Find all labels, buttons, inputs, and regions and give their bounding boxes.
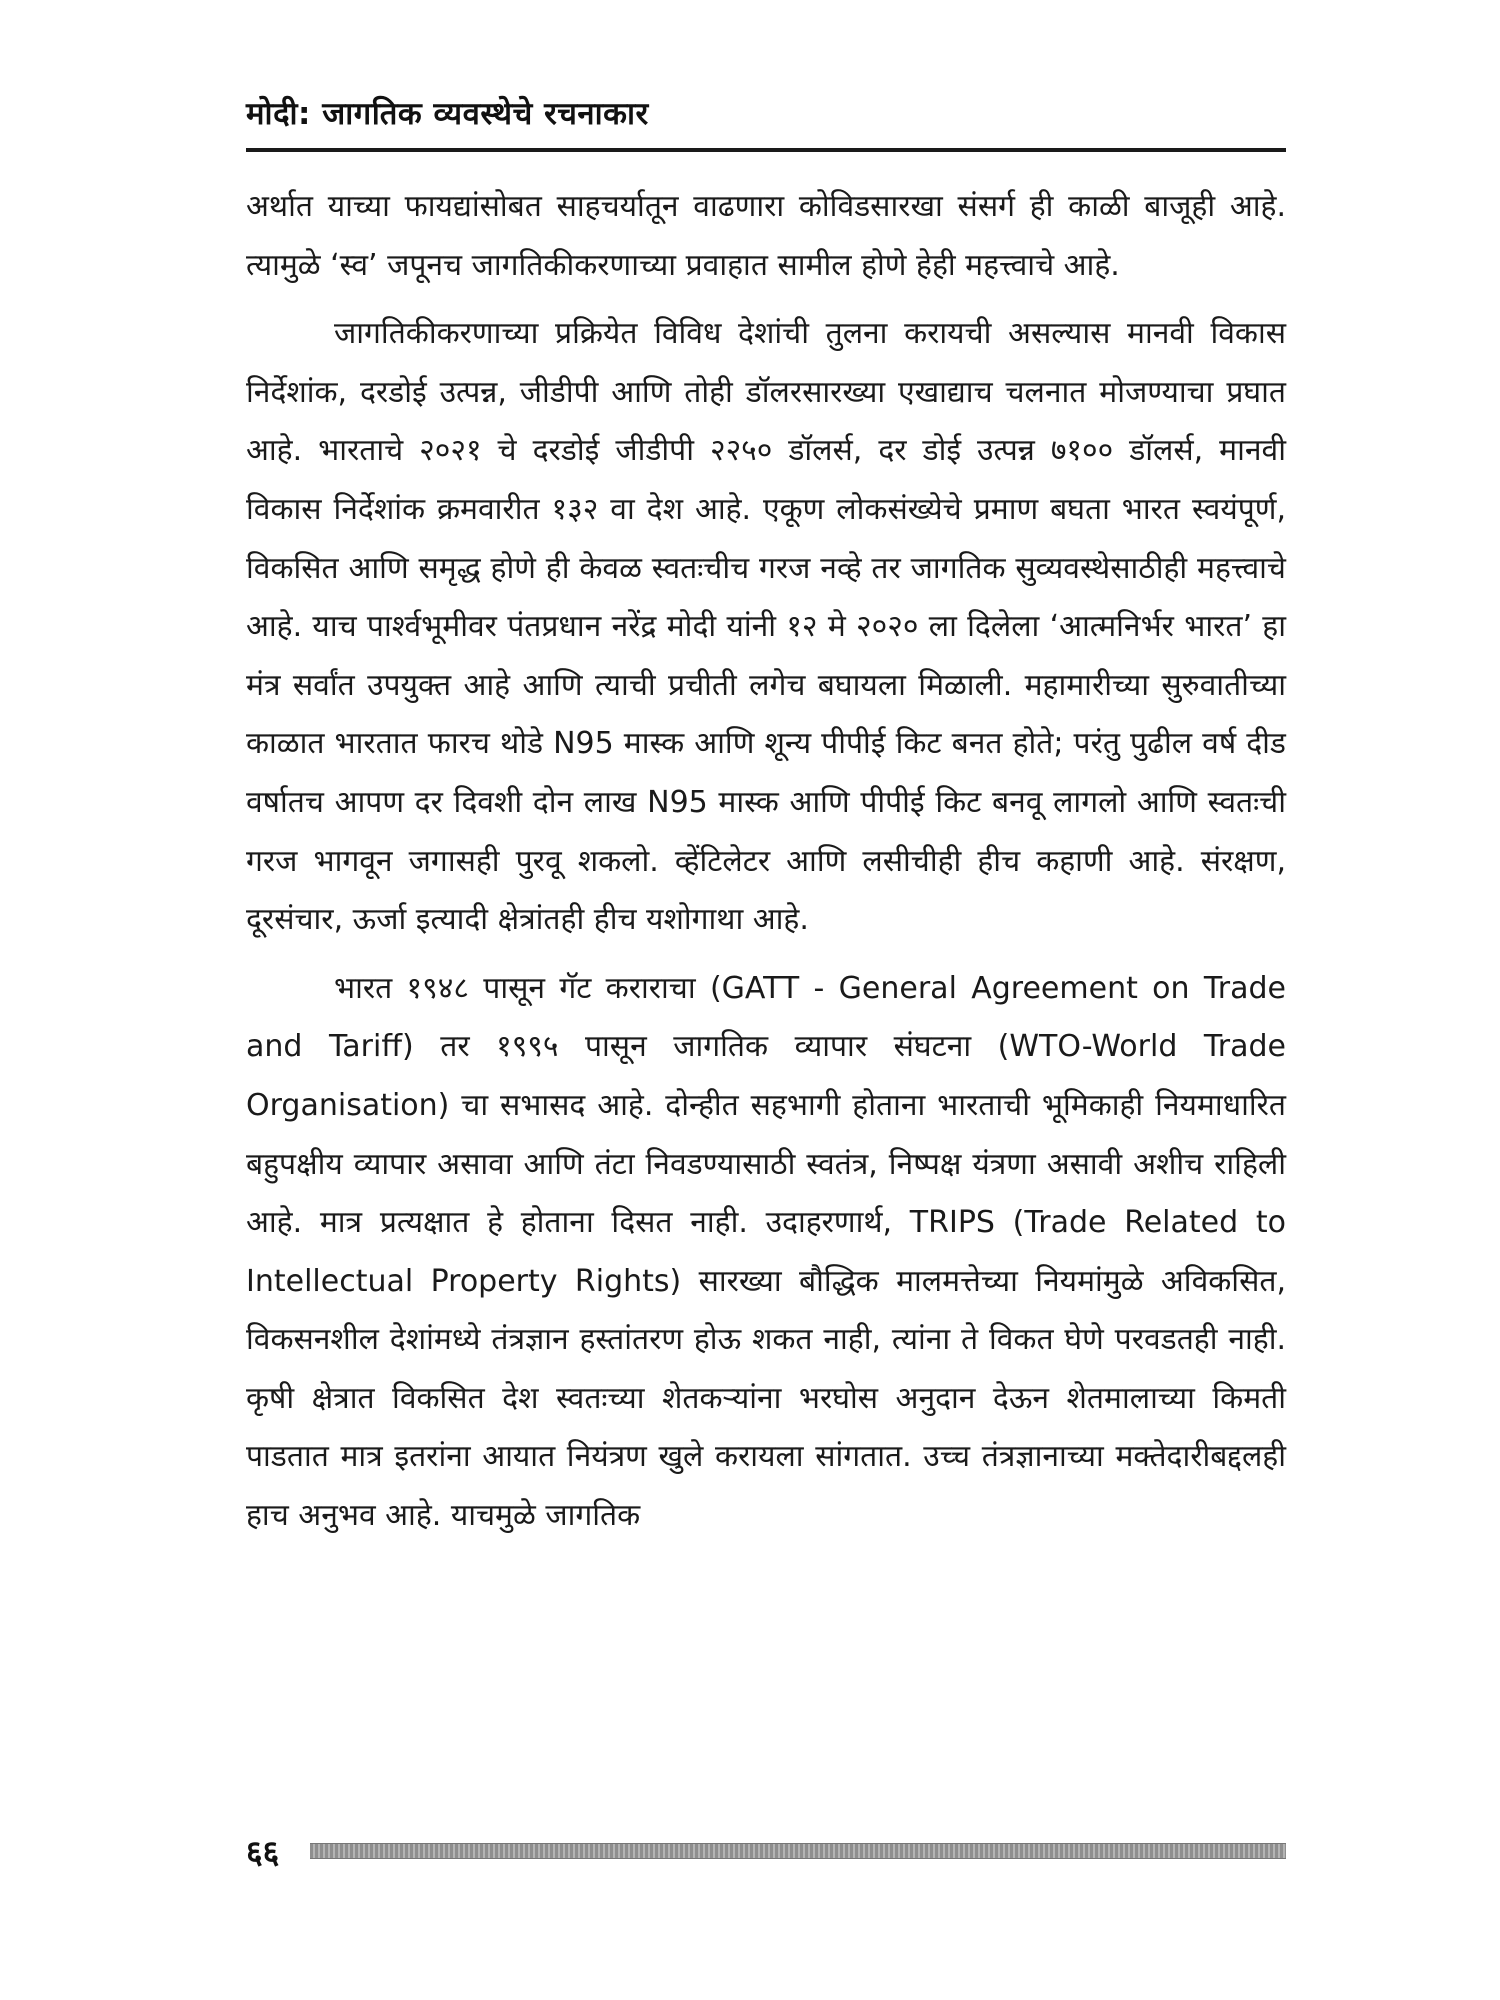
body-text [246,178,1286,1556]
paragraph-1: अर्थात याच्या फायद्यांसोबत साहचर्यातून वाढणारा कोविडसारखा संसर्ग ही काळी बाजूही आहे. त्यामुळे ‘स्व’ जपूनच जागतिकीकरणाच्या प्रवाहात सामील होणे हेही महत्त्वाचे आहे. [246,189,1286,283]
running-head-title: मोदी: जागतिक व्यवस्थेचे रचनाकार [246,96,649,132]
footer-decorative-bar [310,1843,1286,1859]
paragraph-2: जागतिकीकरणाच्या प्रक्रियेत विविध देशांची तुलना करायची असल्यास मानवी विकास निर्देशांक, दरडोई उत्पन्न, जीडीपी आणि तोही डॉलरसारख्या एखाद्याच चलनात मोजण्याचा प्रघात आहे. भारताचे २०२१ चे दरडोई जीडीपी २२५० डॉलर्स, दर डोई उत्पन्न ७१०० डॉलर्स, मानवी विकास निर्देशांक क्रमवारीत १३२ वा देश आहे. एकूण लोकसंख्येचे प्रमाण बघता भारत स्वयंपूर्ण, विकसित आणि समृद्ध होणे ही केवळ स्वतःचीच गरज नव्हे तर जागतिक सुव्यवस्थेसाठीही महत्त्वाचे आहे. याच पार्श्वभूमीवर पंतप्रधान नरेंद्र मोदी यांनी १२ मे २०२० ला दिलेला ‘आत्मनिर्भर भारत’ हा मंत्र सर्वांत उपयुक्त आहे आणि त्याची प्रचीती लगेच बघायला मिळाली. महामारीच्या सुरुवातीच्या काळात भारतात फारच थोडे N95 मास्क आणि शून्य पीपीई किट बनत होते; परंतु पुढील वर्ष दीड वर्षातच आपण दर दिवशी दोन लाख N95 मास्क आणि पीपीई किट बनवू लागलो आणि स्वतःची गरज भागवून जगासही पुरवू शकलो. व्हेंटिलेटर आणि लसीचीही हीच कहाणी आहे. संरक्षण, दूरसंचार, ऊर्जा इत्यादी क्षेत्रांतही हीच यशोगाथा आहे. [246,316,1286,938]
page-number: ६६ [246,1833,280,1871]
header-rule [246,148,1286,152]
paragraph-3: भारत १९४८ पासून गॅट कराराचा (GATT - General Agreement on Trade and Tariff) तर १९९५ पासून जागतिक व्यापार संघटना (WTO-World Trade Organisation) चा सभासद आहे. दोन्हीत सहभागी होताना भारताची भूमिकाही नियमाधारित बहुपक्षीय व्यापार असावा आणि तंटा निवडण्यासाठी स्वतंत्र, निष्पक्ष यंत्रणा असावी अशीच राहिली आहे. मात्र प्रत्यक्षात हे होताना दिसत नाही. उदाहरणार्थ, TRIPS (Trade Related to Intellectual Property Rights) सारख्या बौद्धिक मालमत्तेच्या नियमांमुळे अविकसित, विकसनशील देशांमध्ये तंत्रज्ञान हस्तांतरण होऊ शकत नाही, त्यांना ते विकत घेणे परवडतही नाही. कृषी क्षेत्रात विकसित देश स्वतःच्या शेतकऱ्यांना भरघोस अनुदान देऊन शेतमालाच्या किमती पाडतात मात्र इतरांना आयात नियंत्रण खुले करायला सांगतात. उच्च तंत्रज्ञानाच्या मक्तेदारीबद्दलही हाच अनुभव आहे. याचमुळे जागतिक [246,970,1286,1534]
